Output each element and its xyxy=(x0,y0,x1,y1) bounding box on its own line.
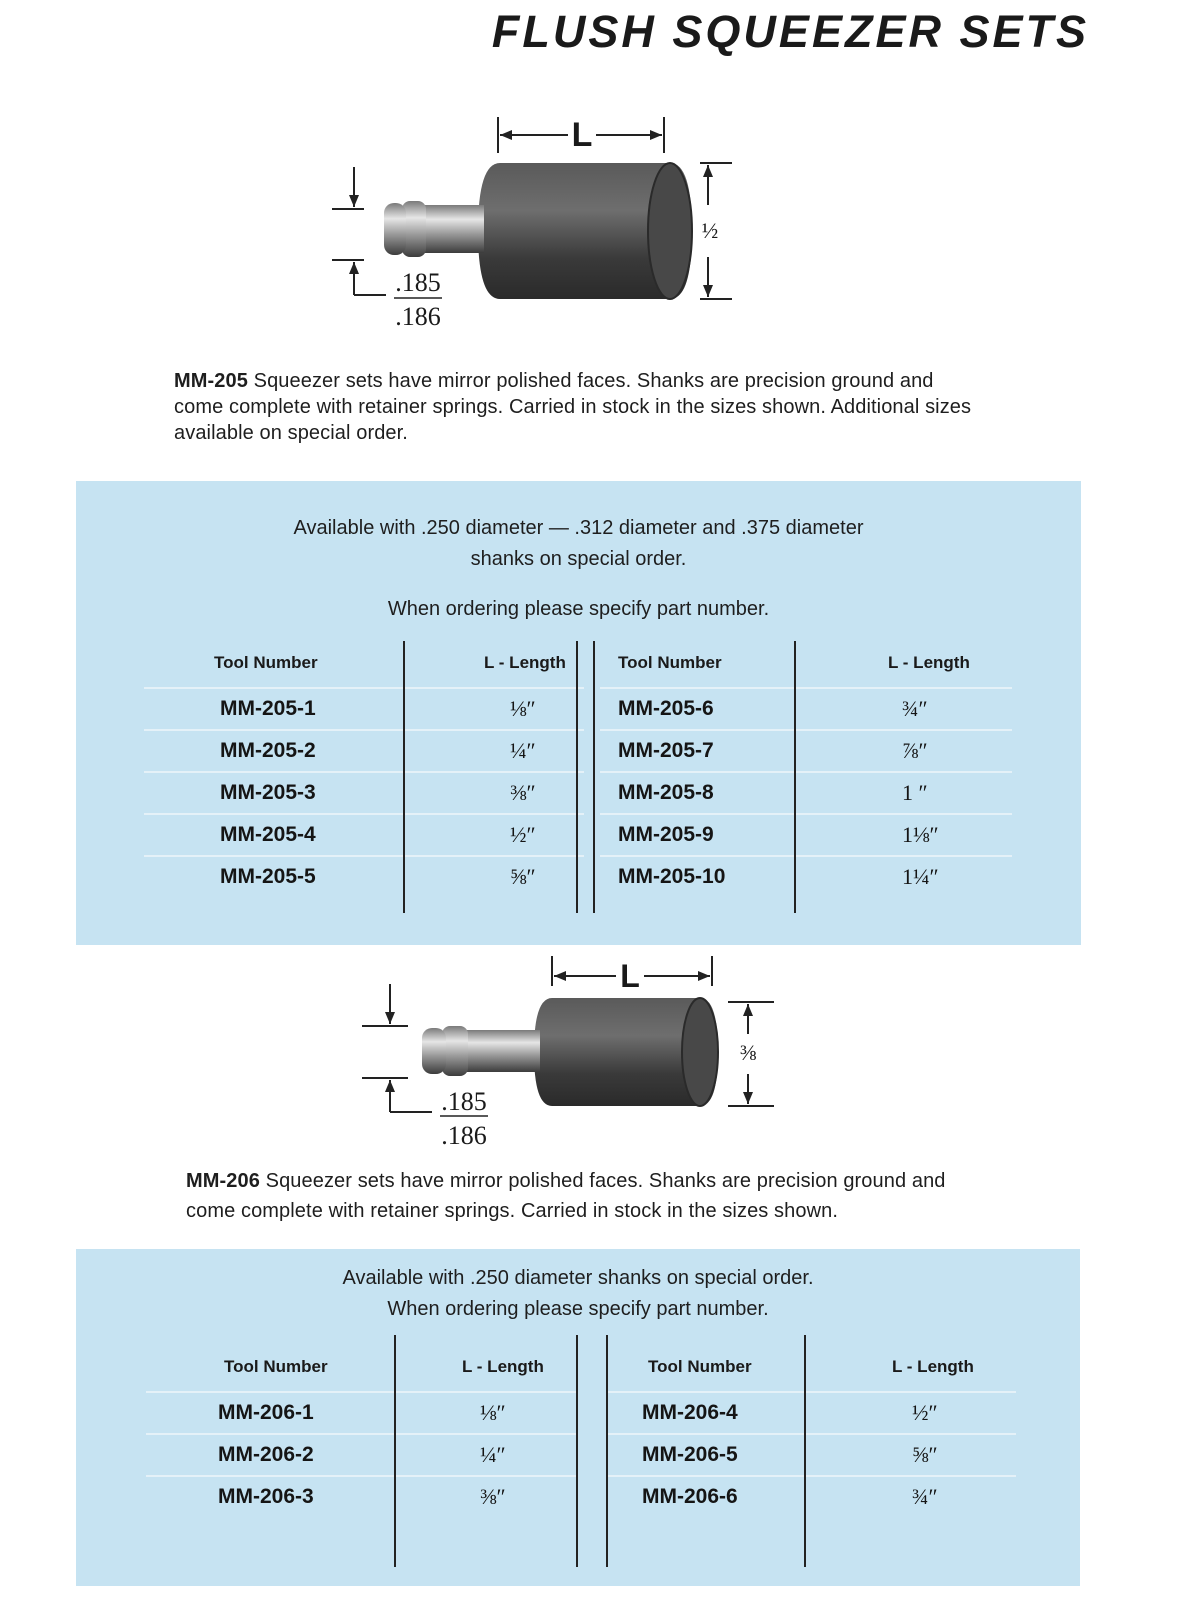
mm206-note-line1: Available with .250 diameter shanks on special order. xyxy=(342,1267,814,1289)
table-row xyxy=(606,1392,1016,1434)
table-row xyxy=(600,730,1012,772)
table-header-length: L - Length xyxy=(888,1343,1016,1392)
mm206-description xyxy=(186,1166,986,1226)
length-cell: ¾″ xyxy=(912,1484,938,1509)
table-row xyxy=(600,688,1012,730)
table-row xyxy=(606,1476,1016,1517)
tool-number-cell: MM-205-10 xyxy=(618,865,726,888)
mm205-note-line2: shanks on special order. xyxy=(470,548,687,570)
table-row xyxy=(600,772,1012,814)
length-cell: ⅛″ xyxy=(438,1392,576,1434)
length-cell: ½″ xyxy=(888,1392,1016,1434)
mm205-code: MM-205 xyxy=(174,370,248,392)
mm205-table-left xyxy=(144,639,584,897)
page-title: FLUSH SQUEEZER SETS xyxy=(491,6,1089,57)
mm206-tool-drawing xyxy=(352,950,782,1160)
mm206-diameter-label: ⅜ xyxy=(739,1040,757,1065)
column-divider xyxy=(794,641,796,913)
mm205-shank-top: .185 xyxy=(395,268,441,297)
mm205-diameter-label: ½ xyxy=(701,218,719,243)
mm206-shank-bottom: .186 xyxy=(441,1121,487,1150)
table-header-tool-number: Tool Number xyxy=(214,639,408,688)
table-row xyxy=(146,1476,576,1517)
tool-number-cell: MM-205-5 xyxy=(220,865,316,888)
length-cell: 1⅛″ xyxy=(876,814,1012,856)
tool-number-cell: MM-206-3 xyxy=(218,1485,314,1508)
column-divider xyxy=(394,1335,396,1567)
mm205-tool-drawing xyxy=(320,105,750,340)
tool-number-cell: MM-205-4 xyxy=(220,814,414,856)
table-row xyxy=(144,814,584,856)
mm206-length-label: L xyxy=(620,958,640,994)
column-divider xyxy=(804,1335,806,1567)
tool-number-cell: MM-205-8 xyxy=(618,772,876,814)
tool-number-cell: MM-205-3 xyxy=(220,772,414,814)
mm206-shank-top: .185 xyxy=(441,1087,487,1116)
table-header-length: L - Length xyxy=(414,639,584,688)
column-divider xyxy=(576,1335,578,1567)
column-divider xyxy=(403,641,405,913)
mm205-table-right xyxy=(600,639,1012,897)
tool-number-cell: MM-205-2 xyxy=(220,730,414,772)
column-divider xyxy=(576,641,578,913)
table-header-length: L - Length xyxy=(876,639,1012,688)
table-row xyxy=(146,1392,576,1434)
table-row xyxy=(606,1434,1016,1476)
length-cell: ½″ xyxy=(414,814,584,856)
table-row xyxy=(146,1434,576,1476)
length-cell: ¾″ xyxy=(876,688,1012,730)
column-divider xyxy=(606,1335,608,1567)
tool-number-cell: MM-206-2 xyxy=(218,1434,438,1476)
table-header-tool-number: Tool Number xyxy=(618,639,876,688)
mm206-spec-panel xyxy=(76,1249,1080,1586)
table-row xyxy=(144,730,584,772)
mm205-shank-bottom: .186 xyxy=(395,302,441,331)
mm206-note-line2: When ordering please specify part number. xyxy=(387,1298,769,1320)
tool-number-cell: MM-206-6 xyxy=(642,1485,738,1508)
mm206-table-left xyxy=(146,1343,576,1517)
length-cell: 1¼″ xyxy=(902,864,939,889)
length-cell: ⅛″ xyxy=(414,688,584,730)
length-cell: ¼″ xyxy=(438,1434,576,1476)
mm205-note-line3: When ordering please specify part number. xyxy=(387,598,770,620)
length-cell: 1 ″ xyxy=(876,772,1012,814)
tool-number-cell: MM-205-1 xyxy=(220,688,414,730)
tool-number-cell: MM-206-1 xyxy=(218,1392,438,1434)
table-header-tool-number: Tool Number xyxy=(648,1343,894,1392)
length-cell: ⅜″ xyxy=(414,772,584,814)
length-cell: ⅝″ xyxy=(888,1434,1016,1476)
mm205-description-text: Squeezer sets have mirror polished faces. Shanks are precision ground and come complete with retainer springs. Carried in stock in the sizes shown. Additional sizes available on special order. xyxy=(174,370,972,444)
tool-number-cell: MM-205-7 xyxy=(618,730,876,772)
mm205-note-line1: Available with .250 diameter — .312 diameter and .375 diameter xyxy=(293,517,864,539)
tool-number-cell: MM-205-9 xyxy=(618,814,876,856)
tool-number-cell: MM-206-4 xyxy=(642,1392,888,1434)
mm206-code: MM-206 xyxy=(186,1170,260,1192)
tool-number-cell: MM-205-6 xyxy=(618,688,876,730)
table-row xyxy=(600,856,1012,897)
mm206-description-text: Squeezer sets have mirror polished faces. Shanks are precision ground and come complete with retainer springs. Carried in stock in the sizes shown. xyxy=(186,1170,946,1222)
table-row xyxy=(144,772,584,814)
mm205-length-label: L xyxy=(571,116,593,154)
table-row xyxy=(600,814,1012,856)
length-cell: ⅞″ xyxy=(876,730,1012,772)
length-cell: ¼″ xyxy=(414,730,584,772)
mm206-table-right xyxy=(606,1343,1016,1517)
tool-number-cell: MM-206-5 xyxy=(642,1434,888,1476)
length-cell: ⅜″ xyxy=(480,1484,506,1509)
column-divider xyxy=(593,641,595,913)
mm205-description xyxy=(174,368,974,446)
table-header-tool-number: Tool Number xyxy=(224,1343,444,1392)
table-row xyxy=(144,856,584,897)
mm205-spec-panel xyxy=(76,481,1081,945)
length-cell: ⅝″ xyxy=(510,864,536,889)
table-row xyxy=(144,688,584,730)
table-header-length: L - Length xyxy=(438,1343,576,1392)
